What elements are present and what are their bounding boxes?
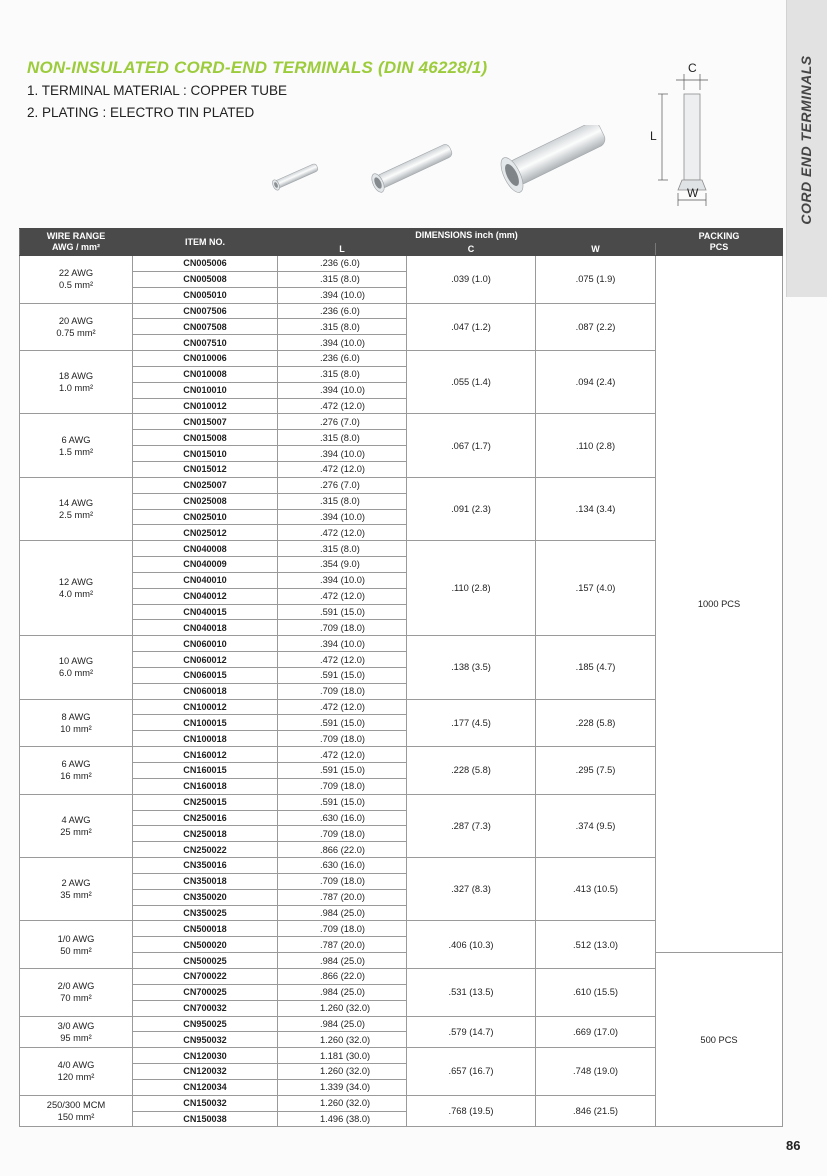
c-dimension-cell: .067 (1.7)	[407, 414, 536, 477]
length-cell: .630 (16.0)	[278, 858, 407, 874]
table-row	[20, 256, 783, 272]
item-number-cell: CN025007	[133, 477, 278, 493]
wire-awg: 6 AWG	[61, 434, 91, 445]
wire-range-cell	[20, 541, 133, 636]
wire-range-cell	[20, 1016, 133, 1048]
spec-plating: 2. PLATING : ELECTRO TIN PLATED	[27, 105, 255, 120]
wire-awg: 1/0 AWG	[57, 933, 95, 944]
w-dimension-cell: .087 (2.2)	[536, 303, 656, 351]
dimension-l-label: L	[650, 129, 657, 143]
length-cell: .236 (6.0)	[278, 351, 407, 367]
item-number-cell: CN015008	[133, 430, 278, 446]
length-cell: .394 (10.0)	[278, 287, 407, 303]
length-cell: .354 (9.0)	[278, 557, 407, 573]
l-header: L	[278, 243, 407, 256]
c-dimension-cell: .406 (10.3)	[407, 921, 536, 969]
length-cell: .394 (10.0)	[278, 636, 407, 652]
c-dimension-cell: .039 (1.0)	[407, 256, 536, 304]
item-number-cell: CN350016	[133, 858, 278, 874]
item-number-cell: CN950025	[133, 1016, 278, 1032]
length-cell: .787 (20.0)	[278, 937, 407, 953]
w-dimension-cell: .669 (17.0)	[536, 1016, 656, 1048]
item-number-cell: CN005010	[133, 287, 278, 303]
wire-range-cell	[20, 858, 133, 921]
table-body	[20, 256, 783, 1127]
c-dimension-cell: .768 (19.5)	[407, 1095, 536, 1127]
wire-awg: 8 AWG	[61, 711, 91, 722]
wire-range-cell	[20, 699, 133, 747]
w-dimension-cell: .134 (3.4)	[536, 477, 656, 540]
item-number-cell: CN060012	[133, 652, 278, 668]
wire-awg: 22 AWG	[58, 268, 94, 279]
length-cell: .591 (15.0)	[278, 667, 407, 683]
w-dimension-cell: .413 (10.5)	[536, 858, 656, 921]
length-cell: .315 (8.0)	[278, 366, 407, 382]
w-dimension-cell: .228 (5.8)	[536, 699, 656, 747]
wire-mm: 95 mm²	[60, 1032, 92, 1043]
wire-range-cell	[20, 414, 133, 477]
length-cell: .472 (12.0)	[278, 525, 407, 541]
w-dimension-cell: .610 (15.5)	[536, 968, 656, 1016]
wire-mm: 120 mm²	[57, 1072, 95, 1083]
item-no-header: ITEM NO.	[133, 229, 278, 256]
c-dimension-cell: .287 (7.3)	[407, 794, 536, 857]
wire-awg: 10 AWG	[58, 656, 94, 667]
length-cell: 1.260 (32.0)	[278, 1000, 407, 1016]
page-title: NON-INSULATED CORD-END TERMINALS (DIN 46228/1)	[27, 58, 488, 77]
length-cell: .472 (12.0)	[278, 747, 407, 763]
item-number-cell: CN040008	[133, 541, 278, 557]
item-number-cell: CN160015	[133, 763, 278, 779]
length-cell: .709 (18.0)	[278, 731, 407, 747]
wire-mm: 1.5 mm²	[58, 446, 94, 457]
w-dimension-cell: .185 (4.7)	[536, 636, 656, 699]
wire-range-cell	[20, 1048, 133, 1096]
packing-header-line2: PCS	[709, 242, 729, 252]
item-number-cell: CN005008	[133, 271, 278, 287]
item-number-cell: CN500018	[133, 921, 278, 937]
length-cell: .709 (18.0)	[278, 921, 407, 937]
length-cell: .315 (8.0)	[278, 430, 407, 446]
w-dimension-cell: .374 (9.5)	[536, 794, 656, 857]
item-number-cell: CN150038	[133, 1111, 278, 1127]
packing-header-line1: PACKING	[698, 231, 740, 241]
dimension-c-label: C	[688, 61, 697, 75]
length-cell: 1.181 (30.0)	[278, 1048, 407, 1064]
length-cell: .591 (15.0)	[278, 763, 407, 779]
wire-mm: 6.0 mm²	[58, 668, 94, 679]
wire-range-header-line1: WIRE RANGE	[46, 231, 106, 241]
length-cell: .984 (25.0)	[278, 905, 407, 921]
wire-range-cell	[20, 303, 133, 351]
c-dimension-cell: .110 (2.8)	[407, 541, 536, 636]
wire-range-cell	[20, 1095, 133, 1127]
wire-awg: 20 AWG	[58, 315, 94, 326]
wire-awg: 14 AWG	[58, 498, 94, 508]
length-cell: .709 (18.0)	[278, 620, 407, 636]
length-cell: .394 (10.0)	[278, 446, 407, 462]
item-number-cell: CN120030	[133, 1048, 278, 1064]
w-dimension-cell: .157 (4.0)	[536, 541, 656, 636]
wire-mm: 16 mm²	[60, 771, 92, 782]
w-dimension-cell: .094 (2.4)	[536, 351, 656, 414]
item-number-cell: CN005006	[133, 256, 278, 272]
item-number-cell: CN007508	[133, 319, 278, 335]
length-cell: .315 (8.0)	[278, 541, 407, 557]
wire-awg: 250/300 MCM	[46, 1100, 106, 1111]
w-dimension-cell: .110 (2.8)	[536, 414, 656, 477]
length-cell: .709 (18.0)	[278, 826, 407, 842]
length-cell: .709 (18.0)	[278, 683, 407, 699]
length-cell: .472 (12.0)	[278, 588, 407, 604]
item-number-cell: CN040010	[133, 572, 278, 588]
length-cell: .276 (7.0)	[278, 414, 407, 430]
c-dimension-cell: .138 (3.5)	[407, 636, 536, 699]
item-number-cell: CN700022	[133, 968, 278, 984]
item-number-cell: CN700032	[133, 1000, 278, 1016]
item-number-cell: CN015007	[133, 414, 278, 430]
item-number-cell: CN500025	[133, 953, 278, 969]
wire-mm: 2.5 mm²	[58, 510, 94, 520]
wire-awg: 6 AWG	[61, 759, 91, 770]
c-dimension-cell: .228 (5.8)	[407, 747, 536, 795]
length-cell: .984 (25.0)	[278, 1016, 407, 1032]
length-cell: .591 (15.0)	[278, 715, 407, 731]
item-number-cell: CN350018	[133, 873, 278, 889]
wire-mm: 50 mm²	[60, 945, 92, 956]
item-number-cell: CN007510	[133, 335, 278, 351]
wire-awg: 18 AWG	[58, 371, 94, 382]
length-cell: .276 (7.0)	[278, 477, 407, 493]
length-cell: .315 (8.0)	[278, 319, 407, 335]
wire-mm: 35 mm²	[60, 890, 92, 901]
c-dimension-cell: .055 (1.4)	[407, 351, 536, 414]
wire-range-cell	[20, 636, 133, 699]
c-dimension-cell: .091 (2.3)	[407, 477, 536, 540]
item-number-cell: CN025008	[133, 493, 278, 509]
w-dimension-cell: .846 (21.5)	[536, 1095, 656, 1127]
length-cell: .472 (12.0)	[278, 652, 407, 668]
item-number-cell: CN060018	[133, 683, 278, 699]
length-cell: .315 (8.0)	[278, 271, 407, 287]
item-number-cell: CN060015	[133, 667, 278, 683]
item-number-cell: CN250016	[133, 810, 278, 826]
length-cell: .472 (12.0)	[278, 461, 407, 477]
length-cell: .472 (12.0)	[278, 699, 407, 715]
wire-range-cell	[20, 921, 133, 969]
wire-range-header-line2: AWG / mm²	[51, 242, 100, 252]
item-number-cell: CN010010	[133, 382, 278, 398]
terminal-small-image	[271, 162, 319, 192]
item-number-cell: CN100012	[133, 699, 278, 715]
item-number-cell: CN100018	[133, 731, 278, 747]
length-cell: .394 (10.0)	[278, 382, 407, 398]
length-cell: .630 (16.0)	[278, 810, 407, 826]
item-number-cell: CN100015	[133, 715, 278, 731]
wire-awg: 12 AWG	[58, 577, 94, 588]
length-cell: .472 (12.0)	[278, 398, 407, 414]
c-dimension-cell: .531 (13.5)	[407, 968, 536, 1016]
w-dimension-cell: .748 (19.0)	[536, 1048, 656, 1096]
packing-header	[656, 229, 783, 256]
spec-material: 1. TERMINAL MATERIAL : COPPER TUBE	[27, 83, 288, 98]
item-number-cell: CN015012	[133, 461, 278, 477]
terminal-photos	[260, 125, 620, 205]
wire-mm: 10 mm²	[60, 723, 92, 734]
item-number-cell: CN250018	[133, 826, 278, 842]
item-number-cell: CN040012	[133, 588, 278, 604]
item-number-cell: CN025010	[133, 509, 278, 525]
item-number-cell: CN010006	[133, 351, 278, 367]
length-cell: .315 (8.0)	[278, 493, 407, 509]
item-number-cell: CN950032	[133, 1032, 278, 1048]
wire-mm: 0.5 mm²	[58, 280, 94, 291]
w-dimension-cell: .075 (1.9)	[536, 256, 656, 304]
length-cell: 1.339 (34.0)	[278, 1079, 407, 1095]
item-number-cell: CN040009	[133, 557, 278, 573]
item-number-cell: CN015010	[133, 446, 278, 462]
item-number-cell: CN250022	[133, 842, 278, 858]
wire-range-cell	[20, 351, 133, 414]
wire-awg: 2/0 AWG	[57, 981, 95, 992]
wire-awg: 3/0 AWG	[57, 1020, 95, 1031]
item-number-cell: CN010008	[133, 366, 278, 382]
item-number-cell: CN060010	[133, 636, 278, 652]
c-dimension-cell: .177 (4.5)	[407, 699, 536, 747]
length-cell: 1.496 (38.0)	[278, 1111, 407, 1127]
terminal-large-image	[496, 125, 610, 196]
item-number-cell: CN350020	[133, 889, 278, 905]
item-number-cell: CN040015	[133, 604, 278, 620]
item-number-cell: CN150032	[133, 1095, 278, 1111]
wire-range-cell	[20, 256, 133, 304]
table-row	[20, 953, 783, 969]
length-cell: .866 (22.0)	[278, 968, 407, 984]
wire-range-cell	[20, 747, 133, 795]
w-header: W	[536, 243, 656, 256]
item-number-cell: CN120032	[133, 1064, 278, 1080]
item-number-cell: CN007506	[133, 303, 278, 319]
item-number-cell: CN250015	[133, 794, 278, 810]
dimensions-table	[19, 228, 783, 1127]
wire-range-cell	[20, 794, 133, 857]
item-number-cell: CN350025	[133, 905, 278, 921]
w-dimension-cell: .512 (13.0)	[536, 921, 656, 969]
c-dimension-cell: .047 (1.2)	[407, 303, 536, 351]
packing-cell: 1000 PCS	[656, 256, 783, 953]
c-dimension-cell: .579 (14.7)	[407, 1016, 536, 1048]
dimensions-header: DIMENSIONS inch (mm)	[278, 229, 656, 243]
item-number-cell: CN700025	[133, 984, 278, 1000]
wire-mm: 4.0 mm²	[58, 589, 94, 600]
length-cell: 1.260 (32.0)	[278, 1032, 407, 1048]
c-dimension-cell: .327 (8.3)	[407, 858, 536, 921]
packing-cell: 500 PCS	[656, 953, 783, 1127]
length-cell: .236 (6.0)	[278, 303, 407, 319]
length-cell: .591 (15.0)	[278, 604, 407, 620]
length-cell: .709 (18.0)	[278, 873, 407, 889]
wire-range-cell	[20, 968, 133, 1016]
length-cell: 1.260 (32.0)	[278, 1064, 407, 1080]
c-header: C	[407, 243, 536, 256]
terminal-medium-image	[369, 140, 454, 194]
length-cell: .394 (10.0)	[278, 509, 407, 525]
wire-awg: 4/0 AWG	[57, 1060, 95, 1071]
item-number-cell: CN010012	[133, 398, 278, 414]
wire-mm: 1.0 mm²	[58, 383, 94, 394]
item-number-cell: CN040018	[133, 620, 278, 636]
wire-mm: 0.75 mm²	[56, 327, 96, 338]
item-number-cell: CN500020	[133, 937, 278, 953]
wire-awg: 2 AWG	[61, 878, 91, 889]
wire-mm: 70 mm²	[60, 993, 92, 1004]
c-dimension-cell: .657 (16.7)	[407, 1048, 536, 1096]
length-cell: .787 (20.0)	[278, 889, 407, 905]
length-cell: .591 (15.0)	[278, 794, 407, 810]
item-number-cell: CN160012	[133, 747, 278, 763]
dimension-w-label: W	[687, 186, 699, 200]
sidebar-label: CORD END TERMINALS	[798, 55, 814, 225]
wire-mm: 25 mm²	[60, 826, 92, 837]
length-cell: .866 (22.0)	[278, 842, 407, 858]
length-cell: .394 (10.0)	[278, 572, 407, 588]
length-cell: 1.260 (32.0)	[278, 1095, 407, 1111]
wire-range-header	[20, 229, 133, 256]
length-cell: .394 (10.0)	[278, 335, 407, 351]
length-cell: .709 (18.0)	[278, 778, 407, 794]
wire-range-cell	[20, 477, 133, 540]
w-dimension-cell: .295 (7.5)	[536, 747, 656, 795]
page-number: 86	[786, 1138, 801, 1153]
wire-awg: 4 AWG	[61, 814, 91, 825]
length-cell: .236 (6.0)	[278, 256, 407, 272]
length-cell: .984 (25.0)	[278, 984, 407, 1000]
terminal-profile-drawing	[658, 74, 708, 206]
dimension-diagram	[648, 60, 728, 210]
wire-mm: 150 mm²	[57, 1112, 95, 1123]
item-number-cell: CN120034	[133, 1079, 278, 1095]
item-number-cell: CN025012	[133, 525, 278, 541]
item-number-cell: CN160018	[133, 778, 278, 794]
length-cell: .984 (25.0)	[278, 953, 407, 969]
